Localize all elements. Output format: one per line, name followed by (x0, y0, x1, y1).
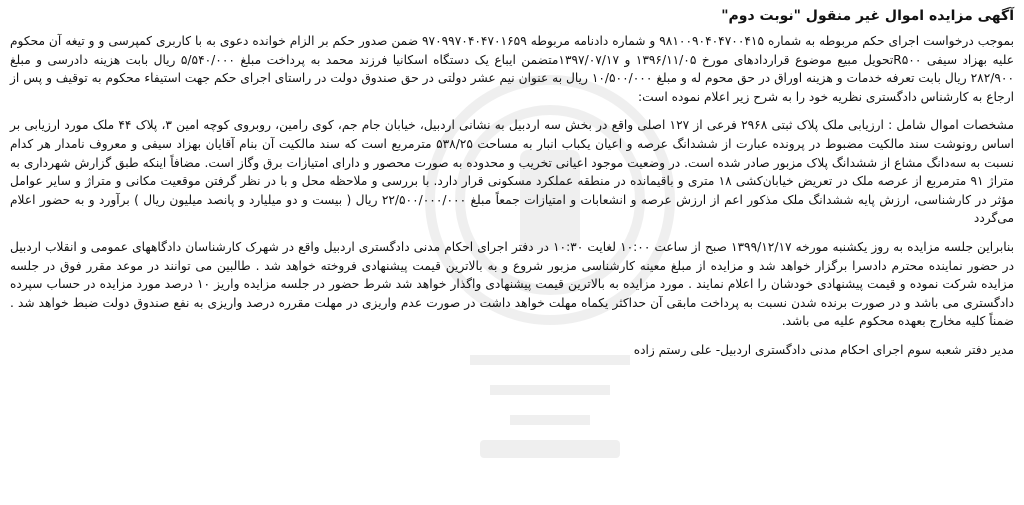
notice-signature: مدیر دفتر شعبه سوم اجرای احکام مدنی دادگستری اردبیل- علی رستم زاده (633, 342, 1014, 357)
notice-paragraph-auction-terms: بنابراین جلسه مزایده به روز یکشنبه مورخه ۱۳۹۹/۱۲/۱۷ صبح از ساعت ۱۰:۰۰ لغایت ۱۰:۳۰ در دفتر اجرای احکام مدنی دادگستری اردبیل واقع در شهرک کارشناسان دادگاههای عمومی و انقلاب اردبیل در حضور نماینده محترم دادسرا برگزار خواهد شد و مزایده از مبلغ معینه کارشناسی مزبور شروع و به بالاترین قیمت پیشنهادی فروخته خواهد شد . طالبین می توانند در موعد مقرر فوق در جلسه مزایده شرکت نموده و قیمت پیشنهادی خودشان را اعلام نمایند . مورد مزایده به بالاترین قیمت پیشنهادی واگذار خواهد شد شرط حضور در جلسه مزایده واریز ۱۰ درصد مورد مزایده در حساب سپرده دادگستری می باشد و در صورت برنده شدن نسبت به پرداخت مابقی آن حداکثر یکماه مهلت خواهد داشت در صورت عدم واریزی در مهلت مقرره درصد واریزی به نفع صندوق دولت ضبط خواهد شد . ضمناً کلیه مخارج بعهده محکوم علیه می باشد. (10, 239, 1015, 329)
notice-paragraph-request: بموجب درخواست اجرای حکم مربوطه به شماره ۹۸۱۰۰۹۰۴۰۴۷۰۰۴۱۵ و شماره دادنامه مربوطه ۹۷۰۹۹۷۰۴۰۴۷۰۱۶۵۹ ضمن صدور حکم بر الزام خوانده دعوی به با کاربری کمپرسی و و تیغه آن محکوم علیه بهزاد سیفی R۵۰۰تحویل مبیع موضوع قراردادهای مورخ ۱۳۹۶/۱۱/۰۵ و ۱۳۹۷/۰۷/۱۷متضمن ایباع یک دستگاه اسکانیا فرزند محمد به پرداخت مبلغ ۵/۵۴۰/۰۰۰ ریال بابت هزینه دادرسی و مبلغ ۲۸۲/۹۰۰ ریال بابت تعرفه خدمات و هزینه اوراق در حق محوم له و مبلغ ۱۰/۵۰۰/۰۰۰ ریال به عنوان نیم عشر دولتی در حق صندوق دولت در راستای اجرای حکم جهت استیفاء محکوم به توقیف و پس از ارجاع به کارشناس دادگستری نظریه خود را به شرح زیر اعلام نموده است: (10, 34, 1015, 104)
notice-paragraph-property-details: مشخصات اموال شامل : ارزیابی ملک پلاک ثبتی ۲۹۶۸ فرعی از ۱۲۷ اصلی واقع در بخش سه اردبیل به نشانی اردبیل، خیابان جام جم، کوی رامین، روبروی کوچه امین ۳، پلاک ۴۴ ملک مورد ارزیابی بر اساس رونوشت سند مالکیت مضبوط در پرونده عبارت از ششدانگ عرصه و اعیان یکباب انبار به مساحت ۵۳۸/۲۵ مترمربع است که سند مالکیت آن بنام آقایان بهزاد سیفی و معروف نامدار هر کدام نسبت به سه‌دانگ مشاع از ششدانگ پلاک مزبور صادر شده است. در وضعیت موجود اعیانی تخریب و محدوده به صورت محصور و دارای امتیازات برق وگاز است. مضافاً اینکه طبق گزارش شهرداری به متراژ ۹۱ مترمربع از عرصه ملک در تعریض خیابان‌کشی ۱۸ متری و باقیمانده در منطقه عملکرد مسکونی قرار دارد. با بررسی و ملاحظه محل و با در نظر گرفتن موقعیت مکانی و متراژ و سایر عوامل مؤثر در کارشناسی، ارزش پایه ششدانگ ملک مذکور اعم از ارزش عرصه و انشعابات و امتیازات جمعاً مبلغ ۲۲/۵۰۰/۰۰۰/۰۰۰ ریال ( بیست و دو میلیارد و پانصد میلیون ریال ) برآورد و به حضور اعلام می‌گردد (10, 118, 1015, 226)
notice-title: آگهی مزایده اموال غیر منقول "نوبت دوم" (721, 8, 1014, 24)
